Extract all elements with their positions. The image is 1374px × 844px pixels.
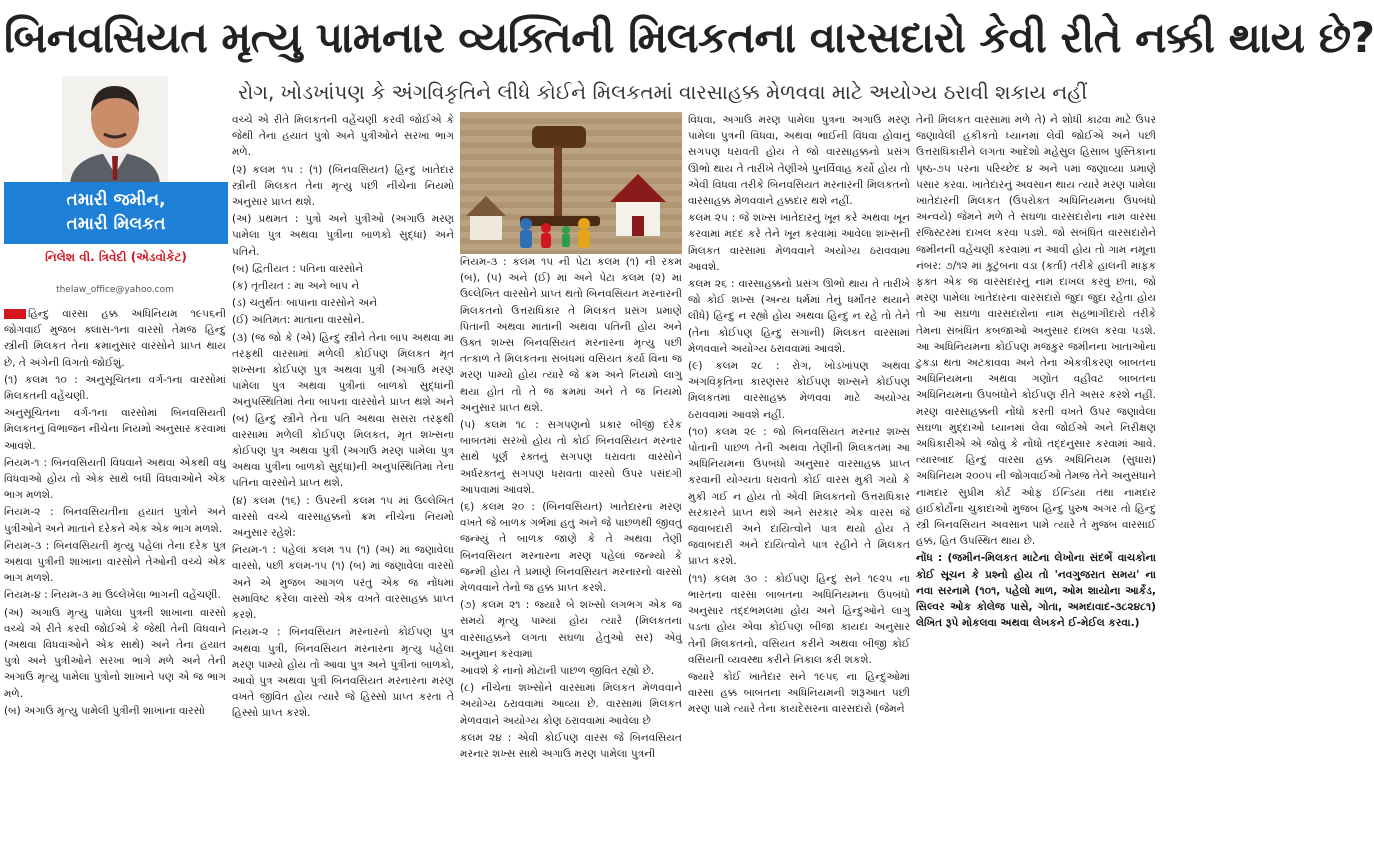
paragraph: (ડ) ચતુર્થતઃ બાપાના વારસોને અને [232, 297, 378, 310]
paragraph: તેની મિલકત વારસામાં મળે તે) ને શોધી કાઢવા માટે ઉપર જણાવેલી હકીકતો ધ્યાનમાં લેવી જોઈએ અને પછી ઉત્તરાધિકારીને લગતા આદેશો મહેસુલ હિસાબ પુસ્તિકાના પૃષ્ઠ-૭૫ પરના પરિચ્છેદ ૪ અને ૫માં જણાવ્યા પ્રમાણે પસાર કરવા. ખાતેદારનું અવસાન થાય ત્યારે મરણ પામેલા ખાતેદારની મિલકત (ઉપરોક્ત અધિનિયમના ઉપબંધો અન્વયે) જેમને મળે તે સઘળા વારસદારોના નામ વારસા રજિસ્ટરમાં દાખલ કરવા પડશે. જો સંબંધિત વારસદારોને જમીનની વહેંચણી કરવામાં ન આવી હોય તો ગામ નમૂના નંબર: ૭/૧૨ માં કુટુંબના વડા (કર્તા) તરીકે હાલની માફક ફક્ત એક જ વારસદારનું નામ દાખલ કરવું છતાં, જો મરણ પામેલા ખાતેદારના વારસદારો જુદા જુદા રહેતા હોય તો આ સઘળા વારસદારોના નામ સહભાગીદારો તરીકે તેમના સંબંધિત કબજાઓ અનુસાર દાખલ કરવા પડશે. આ અધિનિયમના કોઈપણ મજકુર જમીનના ખાતાઓના ટુકડા થતા અટકાવવા અને તેના એકત્રીકરણ બાબતના અધિનિયમના અથવા ગણોત વહીવટ બાબતના અધિનિયમના ઉપબંધોને કોઈપણ રીતે અસર કરશે નહીં. મરણ વારસાહક્કની નોંધો કરતી વખતે ઉપર જણાવેલા સઘળા મુદ્દાઓ ધ્યાનમાં લેવા જોઈએ અને નિરીક્ષણ અધિકારીએ એ જોવું કે નોંધો તદ્દનુસાર કરવામાં આવે. ત્યારબાદ હિન્દુ વારસા હક્ક અધિનિયમ (સુધારા) અધિનિયમ ૨૦૦૫ ની જોગવાઈઓ તેમજ તેને અનુસંધાને નામદાર સુપ્રીમ કોર્ટ ઓફ ઈન્ડિયા તથા નામદાર હાઈકોર્ટોના ચુકાદાઓ મુજબ હિન્દુ પુરુષ અગર તો હિન્દુ સ્ત્રી બિનવસિયત અવસાન પામે ત્યારે તે મુજબ વારસાઈ હક્ક, હિત ઉપસ્થિત થાય છે. [916, 114, 1156, 548]
paragraph: (૭) કલમ ૨૧ : જ્યારે બે શખ્સો લગભગ એક જ સમયે મૃત્યુ પામ્યાં હોય ત્યારે (મિલકતના વારસાહક્કને લગતા સઘળા હેતુઓ સર) એવું અનુમાન કરવામાં [460, 599, 682, 660]
paragraph: જ્યારે કોઈ ખાતેદાર સને ૧૯૫૬ ના હિન્દુઓમાં વારસા હક્ક બાબતના અધિનિયમની શરૂઆત પછી મરણ પામે ત્યારે તેના કાયદેસરના વારસદારો (જેમને [688, 670, 910, 716]
paragraph: વિધવા, અગાઉ મરણ પામેલા પુત્રના અગાઉ મરણ પામેલા પુત્રની વિધવા, અથવા ભાઈની વિધવા હોવાનું સગપણ ધરાવતી હોય તે જો વારસાહક્કનો પ્રસંગ ઊભો થાય તે તારીખે તેણીએ પુનર્વિવાહ કર્યો હોય તો એવી વિધવા તરીકે બિનવસિયત મરનારની મિલકતનો વારસાહક્ક મેળવવાને હક્કદાર થશે નહીં. [688, 114, 910, 208]
lead-marker-icon [4, 309, 26, 319]
author-box [4, 74, 228, 264]
author-email: thelaw_office@yahoo.com [56, 285, 174, 295]
paragraph: કલમ ૨૫ : જે શખ્સ ખાતેદારનું ખૂન કરે અથવા ખૂન કરવામાં મદદ કરે તેને ખૂન કરવામાં આવેલા શખ્સની મિલકત વારસામાં મેળવવાને અયોગ્ય ઠરાવવામાં આવશે. [688, 212, 910, 273]
editor-note: નોંધ : (જમીન-મિલકત માટેના લેખોના સંદર્ભે વાચકોના કોઈ સૂચન કે પ્રશ્નો હોય તો 'નવગુજરાત સમય' ના નવા સરનામે (૧૦૧, પહેલો માળ, ઓમ શાયોના આર્કેડ, સિલ્વર ઓક કોલેજ પાસે, ગોતા, અમદાવાદ-૩૮૨૪૮૧) લેખિત રૂપે મોકલવા અથવા લેખકને ઈ-મેઈલ કરવા.) [916, 552, 1156, 630]
paragraph: (૪) કલમ (૧૬) : ઉપરની કલમ ૧૫ માં ઉલ્લેખિત વારસો વચ્ચે વારસાહક્કનો ક્રમ નીચેના નિયમો અનુસાર રહેશે: [232, 494, 454, 540]
subheadline: રોગ, ખોડખાંપણ કે અંગવિકૃતિને લીધે કોઈને મિલકતમાં વારસાહક્ક મેળવવા માટે અયોગ્ય ઠરાવી શકાય નહીં [238, 80, 1088, 104]
paragraph: નિયમ-૩ : કલમ ૧૫ ની પેટા કલમ (૧) ની રકમ (બ), (૫) અને (ઈ) માં અને પેટા કલમ (૨) માં ઉલ્લેખિત વારસોને પ્રાપ્ત થતો બિનવસિયત મરનારની મિલકતનો ઉત્તરાધિકાર તે મિલકત પ્રસંગ પ્રમાણે પિતાની અથવા માતાની અથવા પતિની હોય અને ઉક્ત શખ્સ બિનવસિયત મરનારના મૃત્યુ પછી તત્કાળ તે મિલકતના સંબંધમાં વસિયત કર્યા વિના જ મરણ પામ્યો હોય ત્યારે જે ક્રમ અને નિયમો લાગુ થયા હોત તો તે જ ક્રમમાં અને તે જ નિયમો અનુસાર પ્રાપ્ત થશે. [460, 256, 682, 414]
article-column-2 [232, 112, 454, 840]
paragraph: (બ) અગાઉ મૃત્યુ પામેલી પુત્રીની શાખાના વારસો [4, 704, 205, 717]
banner-line-2: તમારી મિલકત [66, 214, 166, 234]
paragraph: અનુસૂચિતના વર્ગ-૧ના વારસોમાં બિનવસિયતી મિલકતનું વિભાજન નીચેના નિયમો અનુસાર કરવામાં આવશે. [4, 407, 227, 452]
paragraph: (૧) કલમ ૧૦ : અનુસૂચિતના વર્ગ-૧ના વારસોમાં મિલકતની વહેંચણી. [4, 373, 226, 403]
banner-line-1: તમારી જમીન, [66, 190, 166, 210]
article-column-3 [460, 254, 682, 840]
paragraph: નિયમ-૨ : બિનવસિયતીના હયાત પુત્રોને અને પુત્રીઓને અને માતાને દરેકને એક એક ભાગ મળશે. [4, 506, 226, 535]
paragraph: (૨) કલમ ૧૫ : (૧) (બિનવસિયત) હિન્દુ ખાતેદાર સ્ત્રીની મિલકત તેના મૃત્યુ પછી નીચેના નિયમો અનુસાર પ્રાપ્ત થશે. [232, 163, 454, 209]
paragraph: (૯) કલમ ૨૮ : રોગ, ખોડખાંપણ અથવા અંગવિકૃતિના કારણસર કોઈપણ શખ્સને કોઈપણ મિલકતમાં વારસાહક્ક મેળવવા માટે અયોગ્ય ઠરાવવામાં આવશે નહીં. [688, 360, 910, 421]
paragraph: નિયમ-૨ : બિનવસિયત મરનારનો કોઈપણ પુત્ર અથવા પુત્રી, બિનવસિયત મરનારના મૃત્યુ પહેલાં મરણ પામ્યો હોય તો આવા પુત્ર અને પુત્રીનાં બાળકો, આવો પુત્ર અથવા પુત્રી બિનવસિયત મરનારના મરણ વખતે જીવિત હોય ત્યારે જે હિસ્સો પ્રાપ્ત કરતા તે હિસ્સો પ્રાપ્ત કરશે. [232, 626, 454, 720]
article-photo [460, 112, 682, 254]
author-portrait [62, 76, 168, 184]
paragraph: (૩) (જ જો કે (એ) હિન્દુ સ્ત્રીને તેના બાપ અથવા મા તરફથી વારસામાં મળેલી કોઈપણ મિલકત મૃત શખ્સના કોઈપણ પુત્ર અથવા પુત્રી (અગાઉ મરણ પામેલા પુત્ર અથવા પુત્રીનાં બાળકો સુદ્ધાંની અનુપસ્થિતિમાં તેના બાપના વારસોને પ્રાપ્ત થશે અને (બ) હિન્દુ સ્ત્રીને તેના પતિ અથવા સસરા તરફથી વારસામાં મળેલી કોઈપણ મિલકત, મૃત શખ્સના કોઈપણ પુત્ર અથવા પુત્રી (અગાઉ મરણ પામેલા પુત્ર અથવા પુત્રીના બાળકો સુદ્ધાં)ની અનુપસ્થિતિમાં તેના પતિના વારસોને પ્રાપ્ત થશે. [232, 331, 454, 490]
author-byline: નિલેશ વી. ત્રિવેદી (એડવોકેટ) [45, 250, 187, 264]
paragraph: (બ) દ્વિતીયત : પતિના વારસોને [232, 262, 364, 275]
paragraph: આવશે કે નાનો મોટાની પાછળ જીવિત રહ્યો છે. [460, 665, 655, 678]
paragraph: કલમ ૨૬ : વારસાહક્કનો પ્રસંગ ઊભો થાય તે તારીખે જો કોઈ શખ્સ (અન્ય ધર્મમાં તેનું ધર્માંતર થયાને લીધે) હિન્દુ ન રહ્યો હોય અથવા હિન્દુ ન રહે તો તેને (તેના કોઈપણ હિન્દુ સગાની) મિલકત વારસામાં મેળવવાને અયોગ્ય ઠરાવવામાં આવશે. [688, 278, 910, 355]
paragraph: (અ) પ્રથમત : પુત્રો અને પુત્રીઓ (અગાઉ મરણ પામેલા પુત્ર અથવા પુત્રીના બાળકો સુદ્ધાં) અને પતિને. [232, 213, 454, 258]
paragraph: નિયમ-૧ : પહેલાં કલમ ૧૫ (૧) (અ) માં જણાવેલા વારસો, પછી કલમ-૧૫ (૧) (બ) માં જણાવેલા વારસો અને એ મુજબ આગળ પરંતુ એક જ નોંધમાં સમાવિષ્ટ કરેલા વારસો એક વખતે વારસાહક્ક પ્રાપ્ત કરશે. [232, 544, 454, 622]
paragraph: હિન્દુ વારસા હક્ક અધિનિયમ ૧૯૫૬ની જોગવાઈ મુજબ ક્લાસ-૧ના વારસો તેમજ હિન્દુ સ્ત્રીની મિલકત તેના ક્રમાનુસાર વારસોને પ્રાપ્ત થાય છે, તે અંગેની વિગતો જોઈશું. [4, 308, 226, 369]
paragraph: (૧૦) કલમ ૨૯ : જો બિનવસિયત મરનાર શખ્સ પોતાની પાછળ તેની અથવા તેણીની મિલકતમાં આ અધિનિયમના ઉપબંધો અનુસાર વારસાહક્ક પ્રાપ્ત કરવાની યોગ્યતા ધરાવતો કોઈ વારસ મુકી ગયો કે મુકી ગઈ ન હોય તો એવી મિલકતનો ઉત્તરાધિકાર સરકારને પ્રાપ્ત થશે અને સરકાર એક વારસ જે જવાબદારી અને દાયિત્વોને પાત્ર થયો હોય તે જવાબદારી અને દાયિત્વોને પાત્ર રહીને તે મિલકત પ્રાપ્ત કરશે. [688, 425, 910, 568]
paragraph: (૧૧) કલમ ૩૦ : કોઈપણ હિન્દુ સને ૧૯૨૫ ના ભારતના વારસા બાબતના અધિનિયમના ઉપબંધો અનુસાર તદ્દભમલમાં હોય અને હિન્દુઓને લાગુ પડતા હોય એવા કોઈપણ બીજા કાયદા અનુસાર તેની મિલકતનો, વસિયત કરીને અથવા બીજી કોઈ વસિયતી વ્યવસ્થા કરીને નિકાલ કરી શકશે. [688, 572, 910, 666]
paragraph: નિયમ-૧ : બિનવસિયતી વિધવાને અથવા એકથી વધુ વિધવાઓ હોય તો એક સાથે બધી વિધવાઓને એક ભાગ મળશે. [4, 456, 226, 502]
paragraph: નિયમ-૪ : નિયમ-૩ માં ઉલ્લેખેલા ભાગની વહેંચણી. [4, 589, 221, 602]
paragraph: (૫) કલમ ૧૮ : સગપણનો પ્રકાર બીજી દરેક બાબતમાં સરખો હોય તો કોઈ બિનવસિયત મરનાર સાથે પૂર્ણ રક્તનું સગપણ ધરાવતા વારસોને અર્ધરક્તનું સગપણ ધરાવતા વારસો ઉપર પસંદગી આપવામાં આવશે. [460, 419, 682, 496]
paragraph: કલમ ૨૪ : એવી કોઈપણ વારસ જે બિનવસિયત મરનાર શખ્સ સાથે અગાઉ મરણ પામેલા પુત્રની [460, 731, 682, 761]
paragraph: (ઈ) અંતિમત: માતાના વારસોને. [232, 314, 365, 327]
paragraph: (૬) કલમ ૨૦ : (બિનવસિયત) ખાતેદારના મરણ વખતે જે બાળક ગર્ભમાં હતુ અને જે પાછળથી જીવતુ જન્મ્યું તે બાળક જાણે કે તે અથવા તેણી બિનવસિયત મરનારના મરણ પહેલાં જન્મ્યો કે જન્મી હોય તે પ્રમાણે બિનવસિયત મરનારનો વારસો મેળવવાને તેનો જ હક્ક પ્રાપ્ત કરશે. [460, 501, 682, 595]
article-column-5 [916, 112, 1156, 840]
paragraph: નિયમ-૩ : બિનવસિયતી મૃત્યુ પહેલાં તેના દરેક પુત્ર અથવા પુત્રીની શાખાના વારસોને તેઓની વચ્ચે એક ભાગ મળશે. [4, 539, 226, 585]
paragraph: (અ) અગાઉ મૃત્યુ પામેલા પુત્રની શાખાના વારસો વચ્ચે એ રીતે કરવી જોઈએ કે જેથી તેની વિધવાને (અથવા વિધવાઓને એક સાથે) અને તેના હયાત પુત્રો અને પુત્રીઓને સરખા ભાગે મળે અને તેની અગાઉ મૃત્યુ પામેલા પુત્રોનો શાખાને પણ એ જ ભાગ મળે. [4, 606, 226, 700]
paragraph: (૮) નીચેના શખ્સોને વારસામાં મિલકત મેળવવાને અયોગ્ય ઠરાવવામાં આવ્યા છે. વારસામાં મિલકત મેળવવાને અયોગ્ય કોણ ઠરાવવામાં આવેલા છે [460, 682, 682, 727]
column-banner [4, 182, 228, 244]
paragraph: વચ્ચે એ રીતે મિલકતની વહેંચણી કરવી જોઈએ કે જેથી તેના હયાત પુત્રો અને પુત્રીઓને સરખા ભાગ મળે. [232, 114, 454, 159]
paragraph: (ક) તૃતીયત : મા અને બાપ ને [232, 280, 360, 293]
headline: બિનવસિયત મૃત્યુ પામનાર વ્યક્તિની મિલકતના વારસદારો કેવી રીતે નક્કી થાય છે? [4, 13, 1374, 62]
article-column-1 [4, 306, 226, 840]
article-column-4 [688, 112, 910, 840]
